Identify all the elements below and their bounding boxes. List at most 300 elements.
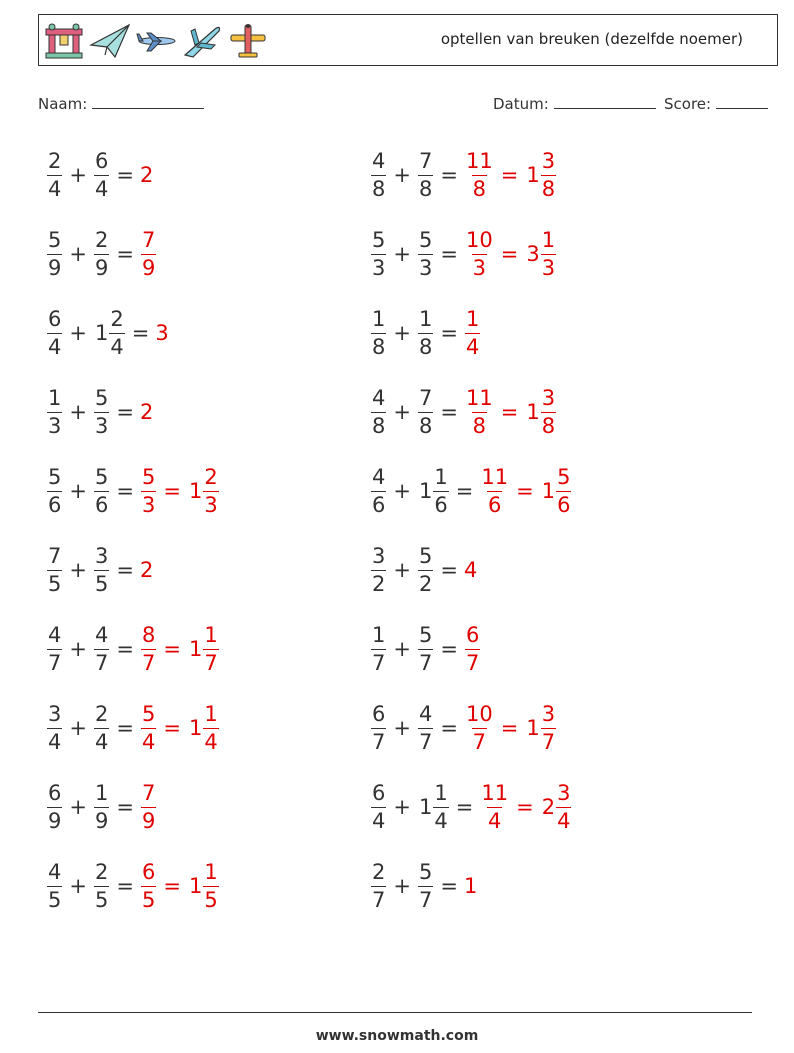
name-field <box>38 94 204 113</box>
fraction <box>94 859 109 912</box>
problem-9 <box>46 456 220 526</box>
problem-18 <box>370 772 572 842</box>
numerator: 10 <box>465 701 493 726</box>
answer-fraction <box>140 701 157 754</box>
whole-number: 1 <box>526 716 540 740</box>
fraction <box>433 780 448 833</box>
denominator: 9 <box>141 255 156 280</box>
equals-sign: = <box>440 716 458 740</box>
addend-b <box>93 227 110 280</box>
numerator: 1 <box>465 306 480 331</box>
denominator: 4 <box>141 729 156 754</box>
airplane-icon <box>135 21 177 61</box>
addend-a <box>370 701 387 754</box>
fraction <box>141 701 156 754</box>
date-line[interactable] <box>554 94 656 109</box>
addend-a <box>46 464 63 517</box>
denominator: 5 <box>94 571 109 596</box>
numerator: 4 <box>48 859 62 884</box>
addend-a <box>370 622 387 675</box>
equals-sign: = <box>440 163 458 187</box>
numerator: 3 <box>541 385 556 410</box>
numerator: 4 <box>372 385 386 410</box>
answer <box>464 874 477 898</box>
fraction <box>141 622 156 675</box>
answer-mixed-number <box>524 148 557 201</box>
denominator: 3 <box>48 413 62 438</box>
fraction <box>203 701 218 754</box>
fraction <box>371 859 386 912</box>
addend-b <box>93 622 110 675</box>
addend-a <box>46 859 63 912</box>
addend-b <box>417 385 434 438</box>
denominator: 7 <box>418 650 433 675</box>
denominator: 8 <box>472 413 487 438</box>
numerator: 5 <box>94 385 109 410</box>
numerator: 6 <box>465 622 480 647</box>
plus-sign: + <box>393 558 411 582</box>
numerator: 4 <box>372 464 386 489</box>
numerator: 5 <box>418 227 433 252</box>
denominator: 4 <box>557 808 571 833</box>
answer-fraction <box>464 148 495 201</box>
header-icons <box>43 21 269 61</box>
denominator: 4 <box>434 808 448 833</box>
answer <box>140 780 157 833</box>
equals-sign: = <box>440 874 458 898</box>
denominator: 6 <box>488 492 502 517</box>
answer <box>140 701 220 754</box>
addend-b <box>417 306 434 359</box>
answer-mixed-number <box>187 622 220 675</box>
numerator: 2 <box>94 859 109 884</box>
equals-sign: = <box>455 479 474 503</box>
addend-a <box>370 385 387 438</box>
denominator: 8 <box>541 413 556 438</box>
header-box <box>38 14 778 66</box>
answer-fraction <box>464 227 495 280</box>
plus-sign: + <box>393 400 411 424</box>
numerator: 6 <box>372 701 386 726</box>
fraction <box>94 464 109 517</box>
fraction <box>418 148 433 201</box>
score-line[interactable] <box>716 94 768 109</box>
denominator: 7 <box>94 650 109 675</box>
answer-fraction <box>140 780 157 833</box>
answer-equals-sign: = <box>500 716 519 740</box>
numerator: 6 <box>94 148 109 173</box>
denominator: 7 <box>141 650 156 675</box>
problem-15 <box>46 693 220 763</box>
fraction <box>371 148 386 201</box>
numerator: 6 <box>372 780 386 805</box>
denominator: 4 <box>48 334 62 359</box>
addend-b <box>93 780 110 833</box>
denominator: 7 <box>372 887 386 912</box>
fraction <box>203 464 218 517</box>
fraction <box>47 148 62 201</box>
fraction <box>141 227 156 280</box>
plus-sign: + <box>393 321 411 345</box>
name-label: Naam: <box>38 95 88 113</box>
addend-a <box>46 227 63 280</box>
addend-a <box>46 701 63 754</box>
fraction <box>47 780 62 833</box>
equals-sign: = <box>116 716 134 740</box>
denominator: 7 <box>48 650 62 675</box>
answer-equals-sign: = <box>500 400 519 424</box>
denominator: 8 <box>372 334 386 359</box>
addend-a <box>46 780 63 833</box>
answer-mixed-number <box>524 385 557 438</box>
fraction <box>418 227 433 280</box>
answer <box>464 558 477 582</box>
addend-b <box>417 701 434 754</box>
fraction <box>94 385 109 438</box>
answer <box>479 780 572 833</box>
denominator: 8 <box>418 413 433 438</box>
fraction <box>47 543 62 596</box>
denominator: 7 <box>372 650 386 675</box>
whole-number: 1 <box>541 479 556 503</box>
equals-sign: = <box>116 163 134 187</box>
fraction <box>418 385 433 438</box>
answer <box>140 163 153 187</box>
answer-mixed-number <box>187 859 220 912</box>
problem-12 <box>370 535 477 605</box>
problem-11 <box>46 535 153 605</box>
fraction <box>541 385 556 438</box>
numerator: 1 <box>204 622 218 647</box>
addend-a <box>370 227 387 280</box>
numerator: 2 <box>48 148 62 173</box>
answer-fraction <box>464 306 481 359</box>
numerator: 7 <box>141 780 156 805</box>
addend-a <box>46 306 63 359</box>
numerator: 8 <box>141 622 156 647</box>
fraction <box>203 859 218 912</box>
plus-sign: + <box>393 716 411 740</box>
plus-sign: + <box>69 637 87 661</box>
plus-sign: + <box>69 874 87 898</box>
plus-sign: + <box>393 795 411 819</box>
whole-number: 1 <box>188 637 203 661</box>
denominator: 7 <box>372 729 386 754</box>
answer-fraction <box>464 701 495 754</box>
equals-sign: = <box>116 479 134 503</box>
addend-b <box>417 622 434 675</box>
fraction <box>371 780 386 833</box>
fraction <box>141 859 156 912</box>
fraction <box>465 385 494 438</box>
date-label: Datum: <box>493 95 549 113</box>
answer <box>464 306 481 359</box>
plus-sign: + <box>393 163 411 187</box>
addend-b <box>93 306 126 359</box>
fraction <box>418 306 433 359</box>
fraction <box>556 464 571 517</box>
plus-sign: + <box>69 163 87 187</box>
addend-b <box>93 148 110 201</box>
denominator: 4 <box>204 729 218 754</box>
denominator: 8 <box>418 334 433 359</box>
denominator: 4 <box>94 176 109 201</box>
denominator: 5 <box>48 887 62 912</box>
fraction <box>47 622 62 675</box>
denominator: 9 <box>48 808 62 833</box>
fraction <box>141 780 156 833</box>
problem-5 <box>46 298 169 368</box>
fraction <box>418 701 433 754</box>
fraction <box>109 306 124 359</box>
denominator: 6 <box>94 492 109 517</box>
fraction <box>371 227 386 280</box>
denominator: 8 <box>472 176 487 201</box>
numerator: 3 <box>372 543 386 568</box>
whole-number: 1 <box>526 163 540 187</box>
numerator: 3 <box>541 148 556 173</box>
answer-mixed-number <box>524 701 557 754</box>
fraction <box>94 543 109 596</box>
numerator: 11 <box>465 148 493 173</box>
fraction <box>203 622 218 675</box>
answer <box>464 701 557 754</box>
denominator: 3 <box>372 255 386 280</box>
footer-divider <box>38 1012 752 1013</box>
whole-number: 1 <box>526 400 540 424</box>
denominator: 9 <box>94 808 109 833</box>
fraction <box>371 622 386 675</box>
denominator: 4 <box>48 176 62 201</box>
fraction <box>371 306 386 359</box>
plus-sign: + <box>69 716 87 740</box>
denominator: 7 <box>541 729 556 754</box>
addend-b <box>417 464 450 517</box>
answer-mixed-number <box>540 464 573 517</box>
plus-sign: + <box>393 637 411 661</box>
denominator: 9 <box>48 255 62 280</box>
plus-sign: + <box>69 400 87 424</box>
answer-mixed-number <box>540 780 573 833</box>
whole-number: 3 <box>526 242 540 266</box>
whole-number: 1 <box>418 795 433 819</box>
denominator: 5 <box>94 887 109 912</box>
denominator: 2 <box>418 571 433 596</box>
answer <box>464 148 557 201</box>
answer-equals-sign: = <box>163 716 181 740</box>
answer-fraction <box>479 464 510 517</box>
numerator: 3 <box>557 780 571 805</box>
whole-number: 1 <box>418 479 433 503</box>
equals-sign: = <box>440 321 458 345</box>
plus-sign: + <box>69 321 87 345</box>
denominator: 2 <box>372 571 386 596</box>
fraction <box>47 385 62 438</box>
answer-fraction <box>140 622 157 675</box>
problem-10 <box>370 456 572 526</box>
answer <box>479 464 572 517</box>
fraction <box>541 701 556 754</box>
fraction <box>47 701 62 754</box>
addend-a <box>370 780 387 833</box>
fraction <box>94 780 109 833</box>
denominator: 9 <box>141 808 156 833</box>
addend-a <box>46 622 63 675</box>
answer-equals-sign: = <box>500 163 519 187</box>
numerator: 4 <box>418 701 433 726</box>
denominator: 7 <box>418 729 433 754</box>
equals-sign: = <box>131 321 150 345</box>
equals-sign: = <box>440 400 458 424</box>
fraction <box>47 227 62 280</box>
denominator: 7 <box>204 650 218 675</box>
numerator: 3 <box>48 701 62 726</box>
addend-a <box>370 148 387 201</box>
denominator: 8 <box>541 176 556 201</box>
answer-integer: 2 <box>139 400 154 424</box>
numerator: 5 <box>372 227 386 252</box>
denominator: 5 <box>48 571 62 596</box>
equals-sign: = <box>116 242 134 266</box>
denominator: 4 <box>465 334 480 359</box>
plus-sign: + <box>69 795 87 819</box>
numerator: 5 <box>418 622 433 647</box>
equals-sign: = <box>440 242 458 266</box>
fraction <box>465 622 480 675</box>
denominator: 3 <box>141 492 156 517</box>
addend-b <box>417 859 434 912</box>
denominator: 6 <box>48 492 62 517</box>
numerator: 6 <box>141 859 156 884</box>
denominator: 3 <box>541 255 556 280</box>
numerator: 1 <box>204 701 218 726</box>
answer-mixed-number <box>187 701 220 754</box>
answer-equals-sign: = <box>163 874 181 898</box>
answer-fraction <box>140 227 157 280</box>
answer <box>140 227 157 280</box>
answer <box>140 859 220 912</box>
fraction <box>465 306 480 359</box>
fraction <box>465 148 494 201</box>
numerator: 6 <box>48 780 62 805</box>
answer-fraction <box>464 622 481 675</box>
denominator: 7 <box>465 650 480 675</box>
addend-b <box>93 385 110 438</box>
fraction <box>141 464 156 517</box>
addend-a <box>370 464 387 517</box>
problem-7 <box>46 377 153 447</box>
jet-icon <box>181 21 223 61</box>
denominator: 3 <box>418 255 433 280</box>
numerator: 11 <box>481 780 509 805</box>
addend-a <box>46 148 63 201</box>
equals-sign: = <box>116 795 134 819</box>
answer-fraction <box>479 780 510 833</box>
answer-fraction <box>140 464 157 517</box>
numerator: 2 <box>94 701 109 726</box>
plus-sign: + <box>393 479 411 503</box>
numerator: 2 <box>204 464 218 489</box>
plus-sign: + <box>393 242 411 266</box>
addend-a <box>46 543 63 596</box>
numerator: 2 <box>372 859 386 884</box>
addend-a <box>370 306 387 359</box>
fraction <box>480 464 509 517</box>
worksheet-title: optellen van breuken (dezelfde noemer) <box>440 30 743 48</box>
problem-17 <box>46 772 157 842</box>
denominator: 3 <box>472 255 487 280</box>
fraction <box>556 780 571 833</box>
answer <box>140 558 153 582</box>
score-label: Score: <box>664 95 712 113</box>
answer-equals-sign: = <box>163 479 181 503</box>
addend-b <box>417 227 434 280</box>
fraction <box>418 543 433 596</box>
fraction <box>418 859 433 912</box>
answer-mixed-number <box>524 227 557 280</box>
denominator: 4 <box>372 808 386 833</box>
name-line[interactable] <box>92 94 204 109</box>
fraction <box>371 385 386 438</box>
denominator: 5 <box>141 887 156 912</box>
addend-a <box>370 543 387 596</box>
numerator: 7 <box>418 385 433 410</box>
whole-number: 2 <box>541 795 556 819</box>
fraction <box>47 306 62 359</box>
numerator: 5 <box>48 464 62 489</box>
equals-sign: = <box>116 874 134 898</box>
denominator: 8 <box>372 176 386 201</box>
addend-b <box>417 148 434 201</box>
answer-equals-sign: = <box>500 242 519 266</box>
addend-b <box>93 464 110 517</box>
answer <box>140 400 153 424</box>
fraction <box>94 701 109 754</box>
fraction <box>47 464 62 517</box>
addend-b <box>417 780 450 833</box>
whole-number: 1 <box>188 874 203 898</box>
numerator: 4 <box>372 148 386 173</box>
fraction <box>541 148 556 201</box>
problem-13 <box>46 614 220 684</box>
fraction <box>94 227 109 280</box>
plus-sign: + <box>69 479 87 503</box>
denominator: 4 <box>110 334 124 359</box>
answer <box>140 622 220 675</box>
addend-b <box>93 543 110 596</box>
plus-sign: + <box>69 558 87 582</box>
plus-sign: + <box>393 874 411 898</box>
denominator: 8 <box>372 413 386 438</box>
numerator: 7 <box>48 543 62 568</box>
answer <box>464 622 481 675</box>
numerator: 1 <box>372 306 386 331</box>
numerator: 1 <box>434 464 448 489</box>
numerator: 10 <box>465 227 493 252</box>
answer-equals-sign: = <box>516 795 534 819</box>
plus-sign: + <box>69 242 87 266</box>
fraction <box>371 543 386 596</box>
equals-sign: = <box>440 637 458 661</box>
answer-integer: 1 <box>463 874 478 898</box>
answer <box>155 321 168 345</box>
numerator: 7 <box>141 227 156 252</box>
numerator: 5 <box>141 464 156 489</box>
fraction <box>465 701 494 754</box>
numerator: 5 <box>141 701 156 726</box>
problem-3 <box>46 219 157 289</box>
numerator: 5 <box>48 227 62 252</box>
